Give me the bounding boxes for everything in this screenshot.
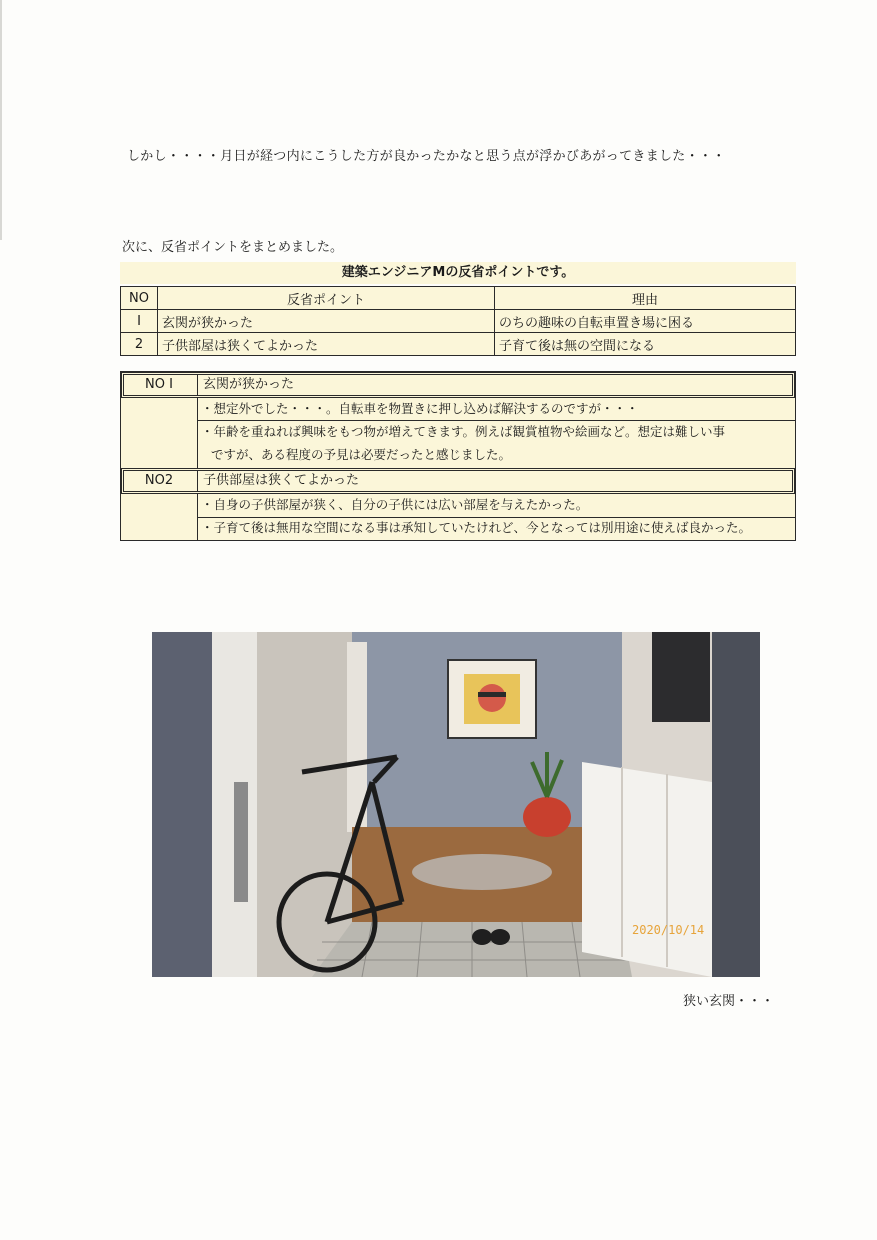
detail-line: ですが、ある程度の予見は必要だったと感じました。 xyxy=(211,447,512,462)
divider xyxy=(197,375,198,395)
header-no: NO xyxy=(121,287,158,310)
detail-line: ・年齢を重ねれば興味をもつ物が増えてきます。例えば観賞植物や絵画など。想定は難しい事 xyxy=(201,424,726,439)
photo-caption: 狭い玄関・・・ xyxy=(683,994,775,1009)
detail-table xyxy=(120,371,796,541)
detail-line: ・自身の子供部屋が狭く、自分の子供には広い部屋を与えたかった。 xyxy=(201,497,589,512)
detail-line: ・想定外でした・・・。自転車を物置きに押し込めば解決するのですが・・・ xyxy=(201,401,639,416)
detail-title-no2: 子供部屋は狭くてよかった xyxy=(203,473,360,488)
detail-label-no2: NO2 xyxy=(144,473,174,488)
date-stamp: 2020/10/14 xyxy=(632,923,705,937)
summary-table xyxy=(120,286,796,356)
table-row xyxy=(121,333,796,356)
row-no: 2 xyxy=(121,333,158,356)
row-reason: 子育て後は無の空間になる xyxy=(495,333,796,356)
table-header-row xyxy=(121,287,796,310)
divider xyxy=(197,471,198,491)
divider xyxy=(197,398,198,468)
row-point: 子供部屋は狭くてよかった xyxy=(158,333,495,356)
table-row xyxy=(121,310,796,333)
intro-paragraph: しかし・・・・月日が経つ内にこうした方が良かったかなと思う点が浮かびあがってきました・・・ xyxy=(127,149,726,164)
detail-title-no1: 玄関が狭かった xyxy=(203,377,295,392)
detail-label-no1: NO I xyxy=(145,377,173,392)
table-title: 建築エンジニアMの反省ポイントです。 xyxy=(120,262,796,284)
row-reason: のちの趣味の自転車置き場に困る xyxy=(495,310,796,333)
row-no: I xyxy=(121,310,158,333)
entrance-photo xyxy=(152,632,760,977)
detail-line: ・子育て後は無用な空間になる事は承知していたけれど、今となっては別用途に使えば良かった。 xyxy=(201,520,752,535)
row-point: 玄関が狭かった xyxy=(158,310,495,333)
header-point: 反省ポイント xyxy=(158,287,495,310)
header-reason: 理由 xyxy=(495,287,796,310)
lead-paragraph: 次に、反省ポイントをまとめました。 xyxy=(122,240,344,255)
page-edge-mark xyxy=(0,0,2,240)
